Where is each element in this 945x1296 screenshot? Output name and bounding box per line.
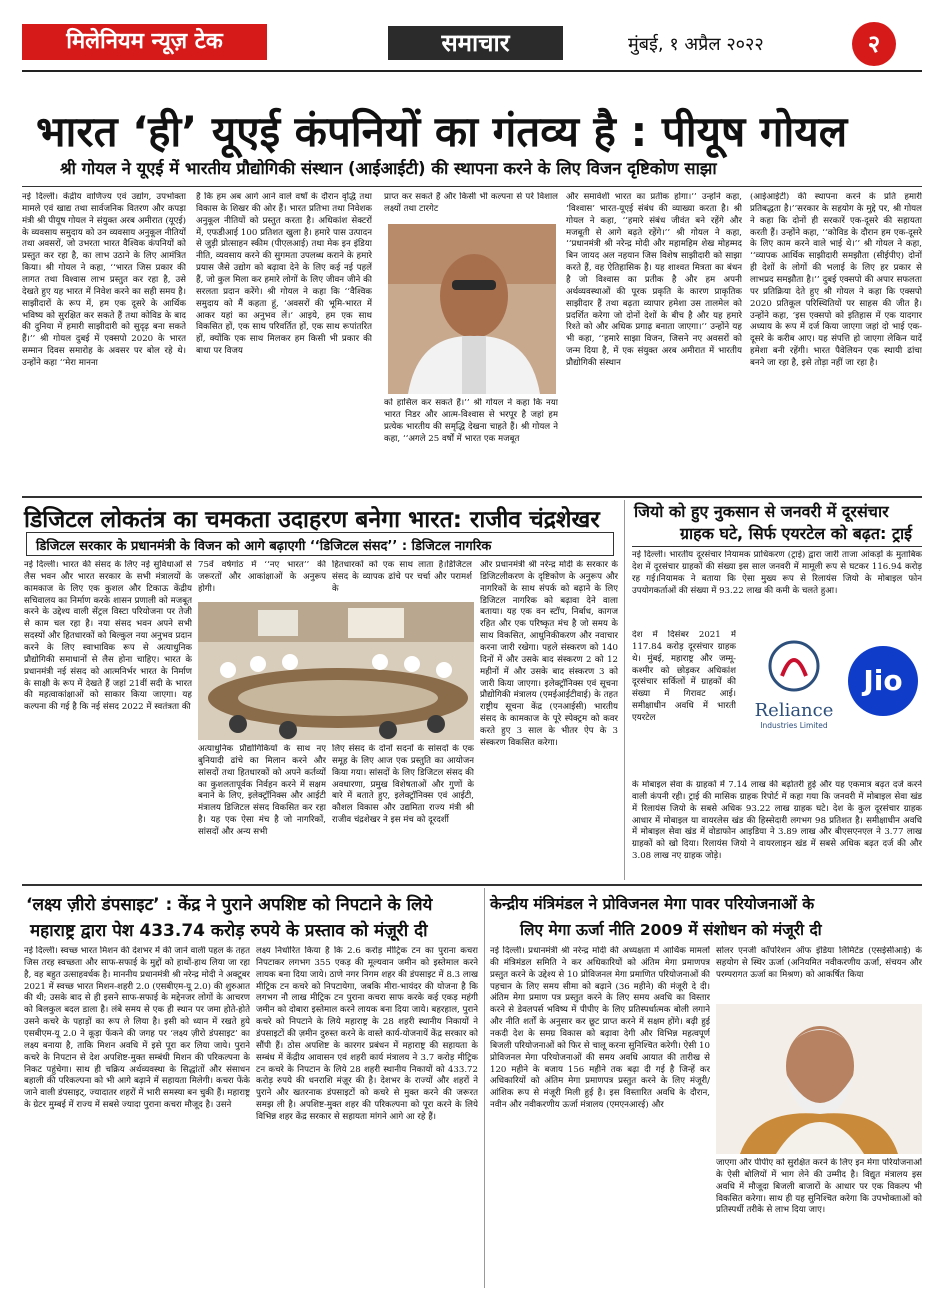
story5-col2-bottom: जाएगा और पीपीए को सुरक्षित करने के लिए इन मेगा परियोजनाओं के ऐसी बोलियों में भाग लेने की उम्मीद है। विद्युत मंत्रालय इस अवधि में मौजूदा बिजली बाजारों के आधार पर एक विकल्प भी विकसित करेगा। साथ ही यह सुनिश्चित करेगा कि उपभोक्ताओं को प्रतिस्पर्धी तरीके से लाभ दिया जाए। — [716, 1158, 922, 1216]
page-number: २ — [852, 22, 896, 66]
divider — [22, 186, 922, 187]
story4-headline-line1: ‘लक्ष्य ज़ीरो डंपसाइट’ : केंद्र ने पुराने अपशिष्ट को निपटाने के लिये — [26, 895, 433, 915]
story1-col3-bottom: को हासिल कर सकते हैं।’’ श्री गोयल ने कहा कि नया भारत निडर और आत्म-विश्वास से भरपूर है जहां हम प्रत्येक भारतीय की समृद्धि देखना चाहते हैं। श्री गोयल ने कहा, ‘‘अगले 25 वर्षों में भारत एक मजबूत — [384, 398, 558, 444]
reliance-logo-subtext: Industries Limited — [760, 721, 828, 730]
goyal-photo — [388, 224, 556, 394]
story1-col4: और समावेशी भारत का प्रतीक होगा।’’ उन्होंने कहा, ‘विश्वास’ भारत-यूएई संबंध की व्याख्या करता है। श्री गोयल ने कहा, ‘‘हमारे संबंध जीवंत बने रहेंगे और मजबूती से आगे बढ़ते रहेंगे।’’ श्री गोयल ने कहा, ‘‘प्रधानमंत्री श्री नरेन्द्र मोदी और महामहिम शेख मोहम्मद बिन जायद अल नहयान जिस विशेष साझीदारी को साझा करते हैं, वह ऐतिहासिक है। यह शाश्वत मित्रता का बंधन है जो विश्वास का प्रतीक है और हम अपनी अर्थव्यवस्थाओं की पूरक प्रकृति के कारण प्राकृतिक साझीदार हैं तथा बढ़ता व्यापार हमेशा उस तालमेल को प्रदर्शित करेगा जो दोनों देशों के बीच है और यह हमारे रिश्ते को और अधिक प्रगाढ़ बनाता जाएगा।’’ उन्होंने यह भी कहा, ‘‘हमारे साझा विजन, जिसने नए अवसरों को जन्म दिया है, में एक संयुक्त अरब अमीरात में भारतीय प्रौद्योगिकी संस्थान — [566, 192, 742, 369]
masthead-rule — [22, 70, 922, 72]
divider — [624, 500, 625, 880]
divider — [22, 884, 922, 886]
story2-col2-bottom: अत्याधुनिक प्रौद्योगिकियों के साथ नए बुनियादी ढांचे का मिलान करने और सांसदों तथा हितधारकों को अपने कर्तव्यों का कुशलतापूर्वक निर्वहन करने में सक्षम बनाने के लिए, इलेक्ट्रॉनिक्स और आईटी मंत्रालय डिजिटल संसद विकसित कर रहा है। यह एक ऐसा मंच है जो नागरिकों, सांसदों और अन्य सभी — [198, 744, 326, 838]
reliance-logo — [746, 636, 842, 744]
story2-subhead: डिजिटल सरकार के प्रधानमंत्री के विजन को आगे बढ़ाएगी ‘‘डिजिटल संसद’’ : डिजिटल नागरिक — [36, 539, 492, 554]
reliance-emblem-icon — [746, 636, 842, 696]
story5-col1: नई दिल्ली। प्रधानमंत्री श्री नरेन्द्र मोदी की अध्यक्षता में आर्थिक मामलों की मंत्रिमंडल समिति ने कर अधिकारियों को अंतिम मेगा प्रमाणपत्र प्रस्तुत करने के उद्देश्य से 10 प्रोविजनल मेगा प्रमाणित परियोजनाओं की पहचान के लिए समय सीमा को बढ़ाने (36 महीने) की मंजूरी दे दी। अंतिम मेगा प्रमाण पत्र प्रस्तुत करने के लिए समय अवधि का विस्तार करने से डेवलपर्स भविष्य में पीपीए के लिए प्रतिस्पर्धात्मक बोली लगाने और नीति शर्तों के अनुसार कर छूट प्राप्त करने में सक्षम होंगे। बढ़ी हुई नकदी देश के समग्र विकास को बढ़ावा देगी और विभिन्न महत्वपूर्ण बिजली परियोजनाओं को फिर से चालू करना सुनिश्चित करेगी। ऐसी 10 प्रोविजनल मेगा परियोजनाओं की समय अवधि आयात की तारीख से 120 महीने के बजाय 156 महीने तक बढ़ा दी गई है जिन्हें कर अधिकारियों को अंतिम मेगा प्रमाणपत्र प्रस्तुत करने के लिए मंजूरी/आंशिक रूप से मंजूरी मिली हुई है। इस विस्तारित अवधि के दौरान, नवीन और नवीकरणीय ऊर्जा मंत्रालय (एमएनआरई) और — [490, 946, 710, 1111]
divider — [632, 546, 922, 547]
story2-col2-top: 75वें वर्षगांठ में ‘‘नए भारत’’ की जरूरतों और आकांक्षाओं के अनुरूप होगी। — [198, 560, 326, 594]
story5-headline-line1: केन्द्रीय मंत्रिमंडल ने प्रोविजनल मेगा पावर परियोजनाओं के — [490, 895, 815, 913]
story2-headline: डिजिटल लोकतंत्र का चमकता उदाहरण बनेगा भारत: राजीव चंद्रशेखर — [24, 507, 600, 533]
reliance-logo-text: Reliance — [754, 700, 834, 721]
reliance-jio-logos — [744, 632, 922, 750]
story2-col1: नई दिल्ली। भारत की संसद के लिए नई सुविधाओं से लैस भवन और भारत सरकार के सभी मंत्रालयों के कामकाज के लिए एक कुशल और टिकाऊ केंद्रीय सचिवालय का निर्माण करके शासन प्रणाली को मजबूत करने के उद्देश्य वाली सेंट्रल विस्टा परियोजना पर तेजी से काम चल रहा है। नया संसद भवन अपने सभी सदस्यों और हितधारकों को बिल्कुल नया अनुभव प्रदान करने के लिए स्वाभाविक रूप से अत्याधुनिक प्रौद्योगिकी समाधानों से लैस होना चाहिए। भारत के प्रधानमंत्री नई संसद को आत्मनिर्भर भारत के निर्माण के साक्षी के रूप में देखते हैं जहां 21वीं सदी के भारत की महत्वाकांक्षाओं को साकार किया जाएगा। यह कल्पना की गई है कि नई संसद 2022 में स्वतंत्रता की — [24, 560, 192, 713]
story2-col3-bottom: लिए संसद के दोनों सदनों के सांसदों के एक समूह के लिए आज एक प्रस्तुति का आयोजन किया गया। सांसदों के लिए डिजिटल संसद की अवधारणा, प्रमुख विशेषताओं और गुणों के बारे में बताते हुए, इलेक्ट्रॉनिक्स एवं आईटी, कौशल विकास और उद्यमिता राज्य मंत्री श्री राजीव चंद्रशेखर ने इस मंच को दूरदर्शी — [332, 744, 474, 826]
story1-headline: भारत ‘ही’ यूएई कंपनियों का गंतव्य है : पीयूष गोयल — [36, 107, 848, 156]
story3-body-bottom: के मोबाइल सेवा के ग्राहकों में 7.14 लाख की बढ़ोतरी हुई और यह एकमात्र बढ़त दर्ज करने वाली कंपनी रही। ट्राई की मासिक ग्राहक रिपोर्ट में कहा गया कि जनवरी में मोबाइल सेवा खंड में रिलायंस जियो के सबसे अधिक 93.22 लाख ग्राहक घटे। देश के कुल दूरसंचार ग्राहक आधार में मोबाइल या वायरलेस खंड की हिस्सेदारी लगभग 98 प्रतिशत है। समीक्षाधीन अवधि में मोबाइल सेवा खंड में वोडाफोन आइडिया ने 3.89 लाख और बीएसएनएल ने 3.77 लाख ग्राहकों को खो दिया। रिलायंस जियो ने वायरलाइन खंड में सबसे अधिक बढ़त दर्ज की और 3.08 लाख नए ग्राहक जोड़े। — [632, 780, 922, 862]
story1-col1: नई दिल्ली। केंद्रीय वाणिज्य एवं उद्योग, उपभोक्ता मामले एवं खाद्य तथा सार्वजनिक वितरण और कपड़ा मंत्री श्री पीयूष गोयल ने संयुक्त अरब अमीरात (यूएई) के व्यवसाय समुदाय को उन व्यवसाय अनुकूल नीतियों तथा अवसरों, जो उभरता भारत वैश्विक कंपनियों को प्रस्तुत कर रहा है, का लाभ उठाने के लिए आमंत्रित किया। श्री गोयल ने कहा, ‘‘भारत जिस प्रकार की लागत तथा विश्वास लाभ प्रस्तुत कर रहा है, उसे देखते हुए यह भारत में निवेश करने का सही समय है। साझीदारों के रूप में, हम एक दूसरे के आर्थिक भविष्य को सुरक्षित कर सकते हैं तथा कोविड के बाद की दुनिया में हमारी साझीदारी को सुदृढ़ बना सकते हैं।’’ श्री गोयल दुबई में एक्सपो 2020 के भारत सम्मान दिवस समारोह के अवसर पर बोल रहे थे। उन्होंने कहा ‘‘मेरा मानना — [22, 192, 186, 369]
modi-photo — [716, 1004, 922, 1154]
divider — [22, 496, 922, 498]
story5-headline-line2: लिए मेगा ऊर्जा नीति 2009 में संशोधन को मंजूरी दी — [520, 921, 822, 939]
story1-col2: है कि हम अब आगे आने वाले वर्षों के दौरान वृद्धि तथा विकास के शिखर की ओर हैं। भारत प्रतिभा तथा निवेशक अनुकूल नीतियों को प्रस्तुत करता है। अधिकांश सेक्टरों में, एफडीआई 100 प्रतिशत खुला है। हमारे पास उत्पादन से जुड़ी प्रोत्साहन स्कीम (पीएलआई) तथा मेक इन इंडिया नीति, व्यवसाय करने की सुगमता उपलब्ध कराने के हमारे प्रयास जैसे उद्योग को बढ़ावा देने के लिए कई नई पहलें हैं, जो कुल मिला कर हमारे लोगों के लिए जीवन जीने की सरलता प्रदान करेंगे। श्री गोयल ने कहा कि ‘‘वैश्विक समुदाय को मैं कहता हूं, ‘अवसरों की भूमि-भारत में आकर यहां का अनुभव लें।’ आइये, हम एक साथ विकसित हों, एक साथ परिवर्तित हों, एक साथ रूपांतरित हों, क्योंकि एक साथ मिलकर हम किसी भी प्रकार की बाधा पर विजय — [196, 192, 372, 357]
story1-col3-top: प्राप्त कर सकते हैं और किसी भी कल्पना से परे विशाल लक्ष्यों तथा टारगेट — [384, 192, 558, 214]
story4-headline-line2: महाराष्ट्र द्वारा पेश 433.74 करोड़ रुपये के प्रस्ताव को मंज़ूरी दी — [30, 921, 428, 941]
story2-col4: और प्रधानमंत्री श्री नरेन्द्र मोदी के सरकार के डिजिटलीकरण के दृष्टिकोण के अनुरूप और नागरिकों के साथ संपर्क को बढ़ाने के लिए डिजिटल नागरिक को बढ़ावा देने वाला बताया। यह एक वन स्टॉप, निर्बाध, कागज रहित और एक परिष्कृत मंच है जो समय के साथ विकसित, आधुनिकीकरण और नवाचार करना जारी रखेगा। पहले संस्करण को 140 दिनों में और उसके बाद संस्करण 2 को 12 महीनों में और उसके बाद संस्करण 3 को जारी किया जाएगा। इलेक्ट्रॉनिक्स एवं सूचना प्रौद्योगिकी मंत्रालय (एमईआईटीवाई) के तहत राष्ट्रीय सूचना केंद्र (एनआईसी) भारतीय संसद के कामकाज के पूरे स्पेक्ट्रम को कवर करते हुए 3 साल के भीतर ऐप के 3 संस्करण विकसित करेगा। — [480, 560, 618, 748]
story1-col5: (आईआईटी) की स्थापना करने के प्रति हमारी प्रतिबद्धता है।’’सरकार के सहयोग के मुद्दे पर, श्री गोयल ने कहा कि दोनों ही सरकारें एक-दूसरे की सहायता करती हैं। उन्होंने कहा, ‘‘कोविड के दौरान हम एक-दूसरे के लिए काम करने वाले भाई थे।’’ श्री गोयल ने कहा, ‘‘व्यापक आर्थिक साझीदारी समझौता (सीईपीए) दोनों ही देशों के लोगों की भलाई के लिए हर प्रकार से लाभप्रद समझौता है।’’ दुबई एक्सपो की अपार सफलता पर प्रतिक्रिया देते हुए श्री गोयल ने कहा कि एक्सपो 2020 प्रतिकूल परिस्थितियों पर साहस की जीत है। उन्होंने कहा, ‘इस एक्सपो को इतिहास में एक यादगार अध्याय के रूप में दर्ज किया जाएगा जहां दो भाई एक-दूसरे के करीब आए। यह संपत्ति हो जाएगा लेकिन यादें हमेशा बनी रहेंगी। भारत पैवेलियन एक स्थायी ढांचा बनने जा रहा है, इसे तोड़ा नहीं जा रहा है। — [750, 192, 922, 369]
story4-col2: लक्ष्य निर्धारित किया है कि 2.6 करोड़ मीट्रिक टन का पुराना कचरा निपटाकर लगभग 355 एकड़ की मूल्यवान जमीन को इस्तेमाल करने लायक बना दिया जाये। ठाणे नगर निगम शहर की डंपसाइट में 8.3 लाख मीट्रिक टन कचरे को निपटायेगा, जबकि मीरा-भायंदर की योजना है कि लगभग नौ लाख मीट्रिक टन पुराना कचरा साफ करके कई एकड़ महंगी जमीन को दोबारा इस्तेमाल करने लायक बना दिया जाये। बहरहाल, पुराने कचरे को निपटाने के लिये महाराष्ट्र के 28 शहरी स्थानीय निकायों ने डंपसाइटों की ज़मीन दुरुस्त करने के वास्ते कार्य-योजनायें केंद्र सरकार को सौंपी हैं। ठोस अपशिष्ट के कारगर प्रबंधन में महाराष्ट्र की सहायता के सम्बंध में केंद्रीय आवासन एवं शहरी कार्य मंत्रालय ने 3.7 करोड़ मीट्रिक टन कचरे के निपटान के लिये 28 शहरी स्थानीय निकायों को 433.72 करोड़ रुपये की धनराशि मंज़ूर की है। देशभर के राज्यों और शहरों ने पुराने और खतरनाक डंपसाइटों को कचरे से मुक्त करने की जरूरत समझ ली है। अपशिष्ट-मुक्त शहर की परिकल्पना को पूरा करने के लिये विभिन्न शहर केंद्र सरकार से सहायता मांगने आगे आ रहे हैं। — [256, 946, 478, 1123]
story4-col1: नई दिल्ली। स्वच्छ भारत मिशन की देशभर में की जाने वाली पहल के तहत जिस तरह स्वच्छता और साफ-सफाई के मुद्दों को हाथों-हाथ लिया जा रहा है, वह बहुत उत्साहवर्धक है। माननीय प्रधानमंत्री श्री नरेन्द्र मोदी ने अक्टूबर 2021 में स्वच्छ भारत मिशन-शहरी 2.0 (एसबीएम-यू 2.0) की शुरुआत की थी; उसके बाद से ही इसने साफ-सफाई के मद्देनजर लोगों के आचरण को बिलकुल बदल डाला है। लंबे समय से एक ही स्थान पर जमा होते-होते उसने कचरे के पहाड़ों का रूप ले लिया है। इसी को ध्यान में रखते हुये एसबीएम-यू 2.0 ने कूड़ा फेंकने की जगह पर ‘लक्ष्य ज़ीरो डंपसाइट’ का लक्ष्य बनाया है, ताकि मिशन अवधि में इसे पूरा कर लिया जाये। पुराने कचरे के निपटान से देश अपशिष्ट-मुक्त सम्बंधी मिशन की परिकल्पना के निकट पहुंचेगा। साथ ही चक्रिय अर्थव्यवस्था के सिद्धांतों और संसाधन बहाली की परिकल्पना को भी आगे बढ़ाने में सहायता मिलेगी। कचरा फेंके जाने वाली डंपसाइट्, ज्यादातर शहरों में भारी समस्या बन चुकी हैं। महाराष्ट्र के ग्रेटर मुम्बई में राज्य में सबसे ज्यादा पुराना कचरा मौजूद है। उसने — [24, 946, 250, 1111]
story3-headline-line2: ग्राहक घटे, सिर्फ एयरटेल को बढ़त: ट्राई — [680, 524, 913, 543]
story3-body-side: देश में दिसंबर 2021 में 117.84 करोड़ दूरसंचार ग्राहक थे। मुंबई, महाराष्ट्र और जम्मू-कश्मीर को छोड़कर अधिकांश दूरसंचार सर्किलों में ग्राहकों की संख्या में गिरावट आई। समीक्षाधीन अवधि में भारती एयरटेल — [632, 630, 736, 724]
parliament-meeting-photo — [198, 602, 474, 740]
story3-body-top: नई दिल्ली। भारतीय दूरसंचार नियामक प्राधिकरण (ट्राई) द्वारा जारी ताजा आंकड़ों के मुताबिक देश में दूरसंचार ग्राहकों की संख्या इस साल जनवरी में मामूली रूप से घटकर 116.94 करोड़ रह गई।नियामक ने बताया कि ऐसा मुख्य रूप से रिलायंस जियो के मोबाइल फोन उपयोगकर्ताओं की संख्या में 93.22 लाख की कमी के चलते हुआ। — [632, 550, 922, 596]
story3-headline-line1: जियो को हुए नुकसान से जनवरी में दूरसंचार — [634, 502, 889, 521]
story1-subhead: श्री गोयल ने यूएई में भारतीय प्रौद्योगिकी संस्थान (आईआईटी) की स्थापना करने के लिए विजन दृष्टिकोण साझा — [60, 159, 717, 178]
story5-col2-top: सोलर एनर्जी कॉर्पोरेशन ऑफ इंडिया लिमिटेड (एसईसीआई) के सहयोग से स्थिर ऊर्जा (अनियमित नवीकरणीय ऊर्जा, संचयन और परम्परागत ऊर्जा का मिश्रण) को आकर्षित किया — [716, 946, 922, 980]
story2-col3-top: हितधारकों को एक साथ लाता है।डिजिटल संसद के व्यापक ढांचे पर चर्चा और परामर्श के — [332, 560, 472, 594]
section-label: समाचार — [388, 26, 563, 60]
paper-name: मिलेनियम न्यूज़ टेक — [22, 24, 267, 60]
masthead — [0, 0, 945, 80]
jio-logo-text: Jio — [863, 664, 903, 697]
jio-logo — [848, 646, 918, 716]
divider — [484, 888, 485, 1288]
dateline: मुंबई, १ अप्रैल २०२२ — [628, 34, 764, 55]
